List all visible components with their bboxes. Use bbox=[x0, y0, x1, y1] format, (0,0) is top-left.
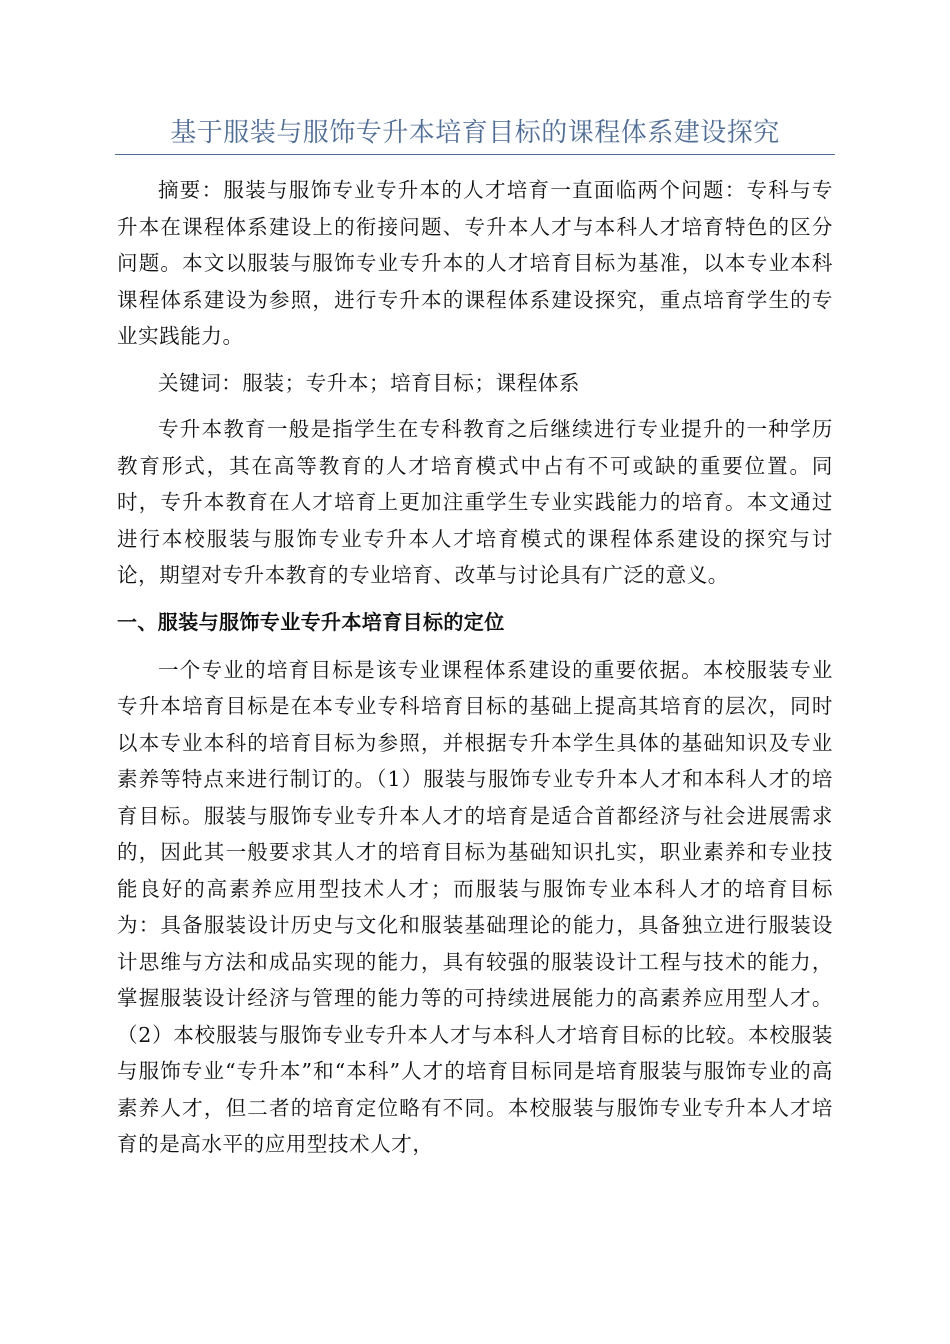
document-title: 基于服装与服饰专升本培育目标的课程体系建设探究 bbox=[170, 118, 780, 148]
section-paragraph: 一个专业的培育目标是该专业课程体系建设的重要依据。本校服装专业专升本培育目标是在本专业专科培育目标的基础上提高其培育的层次，同时以本专业本科的培育目标为参照，并根据专升本学生具体的基础知识及专业素养等特点来进行制订的。（1）服装与服饰专业专升本人才和本科人才的培育目标。服装与服饰专业专升本人才的培育是适合首都经济与社会进展需求的，因此其一般要求其人才的培育目标为基础知识扎实，职业素养和专业技能良好的高素养应用型技术人才；而服装与服饰专业本科人才的培育目标为：具备服装设计历史与文化和服装基础理论的能力，具备独立进行服装设计思维与方法和成品实现的能力，具有较强的服装设计工程与技术的能力，掌握服装设计经济与管理的能力等的可持续进展能力的高素养应用型人才。（2）本校服装与服饰专业专升本人才与本科人才培育目标的比较。本校服装与服饰专业“专升本”和“本科”人才的培育目标同是培育服装与服饰专业的高素养人才，但二者的培育定位略有不同。本校服装与服饰专业专升本人才培育的是高水平的应用型技术人才， bbox=[117, 657, 833, 1156]
section-heading: 一、服装与服饰专业专升本培育目标的定位 bbox=[117, 609, 505, 634]
intro-paragraph: 专升本教育一般是指学生在专科教育之后继续进行专业提升的一种学历教育形式，其在高等教育的人才培育模式中占有不可或缺的重要位置。同时，专升本教育在人才培育上更加注重学生专业实践能力的培育。本文通过进行本校服装与服饰专业专升本人才培育模式的课程体系建设的探究与讨论，期望对专升本教育的专业培育、改革与讨论具有广泛的意义。 bbox=[117, 417, 833, 587]
abstract-paragraph: 摘要：服装与服饰专业专升本的人才培育一直面临两个问题：专科与专升本在课程体系建设上的衔接问题、专升本人才与本科人才培育特色的区分问题。本文以服装与服饰专业专升本的人才培育目标为基准，以本专业本科课程体系建设为参照，进行专升本的课程体系建设探究，重点培育学生的专业实践能力。 bbox=[117, 178, 833, 348]
document-body bbox=[117, 172, 833, 1173]
keywords-paragraph: 关键词：服装；专升本；培育目标；课程体系 bbox=[158, 370, 580, 395]
title-underline bbox=[115, 154, 835, 155]
